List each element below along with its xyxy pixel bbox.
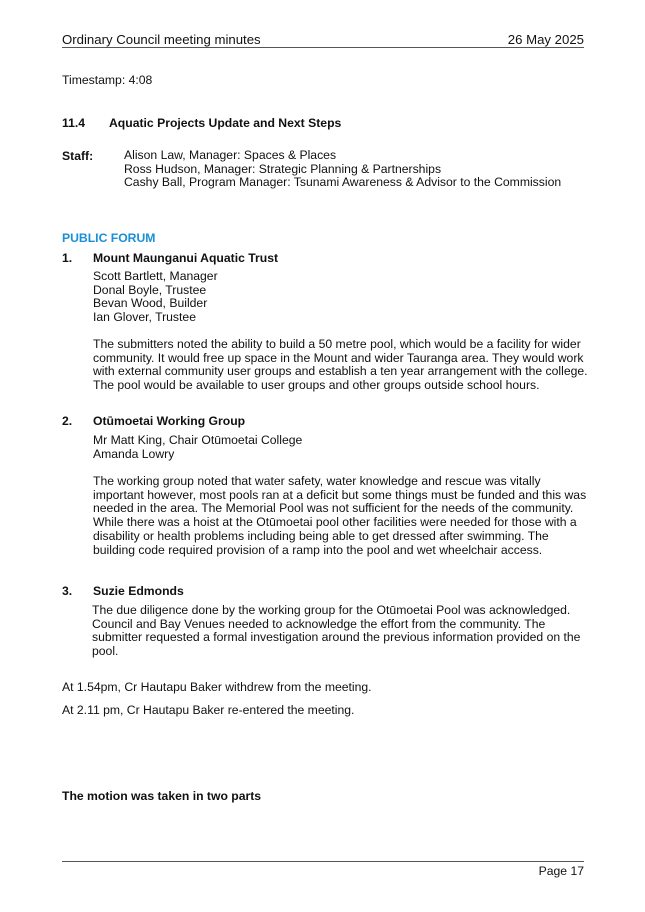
staff-line: Alison Law, Manager: Spaces & Places [124, 148, 337, 162]
person: Bevan Wood, Builder [93, 296, 208, 311]
staff-list [124, 149, 561, 190]
forum-item-number: 2. [62, 414, 73, 428]
paragraph-line: with external community user groups and establish a ten year arrangement with the college. [93, 364, 588, 379]
page-number: Page 17 [538, 864, 584, 878]
forum-item-number: 1. [62, 251, 73, 265]
timestamp: Timestamp: 4:08 [62, 73, 153, 87]
person: Mr Matt King, Chair Otūmoetai College [93, 433, 303, 447]
attendance-note: At 1.54pm, Cr Hautapu Baker withdrew from the meeting. [62, 680, 372, 694]
item-number: 11.4 [62, 116, 86, 130]
paragraph-line: The pool would be available to user groups and other groups outside school hours. [93, 378, 540, 393]
paragraph-line: The working group noted that water safety, water knowledge and rescue was vitally [93, 474, 541, 488]
paragraph-line: submitter requested a formal investigation around the previous information provided on the [92, 630, 581, 645]
paragraph-line: needed in the area. The Memorial Pool was not sufficient for the needs of the community. [93, 501, 574, 516]
forum-item-paragraph [93, 475, 586, 557]
paragraph-line: Council and Bay Venues needed to acknowledge the effort from the community. The [92, 616, 546, 631]
paragraph-line: The submitters noted the ability to build a 50 metre pool, which would be a facility for wider [93, 337, 581, 351]
document-date: 26 May 2025 [507, 32, 584, 47]
header-rule [62, 47, 584, 48]
paragraph-line: While there was a hoist at the Otūmoetai pool other facilities were needed for those with a [93, 515, 577, 530]
attendance-note: At 2.11 pm, Cr Hautapu Baker re-entered the meeting. [62, 703, 355, 717]
footer-rule [62, 861, 584, 862]
person: Ian Glover, Trustee [93, 310, 196, 325]
forum-item-title: Suzie Edmonds [93, 584, 184, 598]
document-title: Ordinary Council meeting minutes [62, 32, 261, 47]
person: Scott Bartlett, Manager [93, 269, 218, 283]
public-forum-heading: PUBLIC FORUM [62, 231, 156, 245]
forum-item-number: 3. [62, 584, 73, 598]
item-title: Aquatic Projects Update and Next Steps [109, 116, 342, 130]
forum-item-people [93, 434, 302, 461]
staff-line: Cashy Ball, Program Manager: Tsunami Awareness & Advisor to the Commission [124, 175, 562, 190]
paragraph-line: disability or health problems including being able to get dressed after swimming. The [93, 528, 549, 543]
forum-item-people [93, 270, 218, 325]
paragraph-line: building code required provision of a ramp into the pool and wet wheelchair access. [93, 542, 543, 557]
staff-line: Ross Hudson, Manager: Strategic Planning & Partnerships [124, 161, 442, 176]
paragraph-line: important however, most pools ran at a deficit but some things must be funded and this was [93, 487, 587, 502]
person: Donal Boyle, Trustee [93, 282, 207, 297]
forum-item-paragraph [92, 604, 580, 659]
motion-heading: The motion was taken in two parts [62, 789, 262, 803]
paragraph-line: pool. [92, 644, 119, 659]
staff-label: Staff: [62, 149, 94, 163]
person: Amanda Lowry [93, 446, 175, 461]
forum-item-title: Otūmoetai Working Group [93, 414, 246, 428]
paragraph-line: community. It would free up space in the Mount and wider Tauranga area. They would work [93, 350, 584, 365]
forum-item-title: Mount Maunganui Aquatic Trust [93, 251, 279, 265]
forum-item-paragraph [93, 338, 588, 393]
paragraph-line: The due diligence done by the working group for the Otūmoetai Pool was acknowledged. [92, 603, 571, 617]
